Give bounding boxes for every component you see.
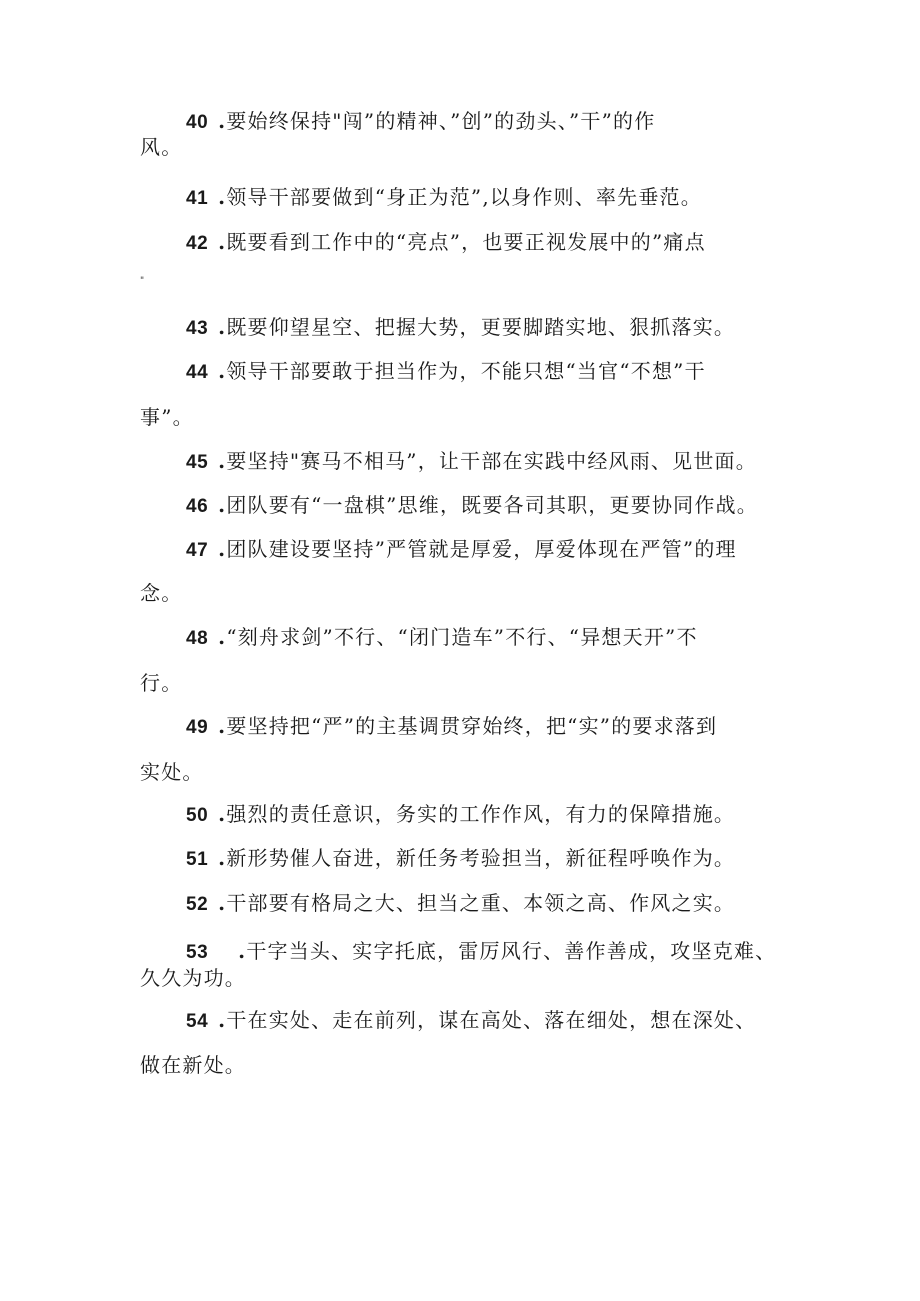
item-text: 要始终保持"闯”的精神、”创”的劲头、”干”的作	[226, 109, 656, 133]
list-item-42: 42 .既要看到工作中的“亮点”，也要正视发展中的”痛点	[186, 230, 706, 254]
list-item-54: 54 .干在实处、走在前列，谋在高处、落在细处，想在深处、 做在新处。	[140, 1009, 800, 1076]
list-item-50: 50 .强烈的责任意识，务实的工作作风，有力的保障措施。	[186, 802, 736, 826]
item-number: 50	[186, 805, 209, 826]
item-text-continued: 念。	[140, 581, 183, 605]
stray-quote-mark: "	[140, 276, 145, 286]
list-item-52: 52 .干部要有格局之大、担当之重、本领之高、作风之实。	[186, 891, 736, 915]
item-text: “刻舟求剑”不行、“闭门造车”不行、“异想天开”不	[226, 625, 698, 649]
list-item-47: 47 .团队建设要坚持”严管就是厚爱，厚爱体现在严管”的理 念。	[140, 538, 800, 604]
list-item-45: 45 .要坚持"赛马不相马”，让干部在实践中经风雨、见世面。	[186, 449, 757, 473]
item-text-continued: 做在新处。	[140, 1053, 246, 1077]
item-text: 干字当头、实字托底，雷厉风行、善作善成，攻坚克难、	[246, 939, 777, 963]
list-item-44: 44 .领导干部要敢于担当作为，不能只想“当官“不想”干 事”。	[140, 360, 800, 428]
item-number: 47	[186, 540, 209, 561]
item-number: 54	[186, 1011, 209, 1032]
item-text: 新形势催人奋进，新任务考验担当，新征程呼唤作为。	[226, 846, 736, 870]
item-number: 40	[186, 112, 209, 133]
item-text-continued: 久久为功。	[140, 966, 246, 990]
item-number: 43	[186, 318, 209, 339]
item-text: 领导干部要做到“身正为范”,以身作则、率先垂范。	[226, 185, 702, 209]
item-number: 52	[186, 894, 209, 915]
item-number: 49	[186, 717, 209, 738]
item-text: 领导干部要敢于担当作为，不能只想“当官“不想”干	[226, 359, 706, 383]
item-text-continued: 事”。	[140, 405, 194, 429]
item-text: 干在实处、走在前列，谋在高处、落在细处，想在深处、	[226, 1008, 757, 1032]
list-item-43: 43 .既要仰望星空、把握大势，更要脚踏实地、狠抓落实。	[186, 315, 736, 339]
item-number: 46	[186, 496, 209, 517]
item-number: 42	[186, 233, 209, 254]
item-number: 48	[186, 628, 209, 649]
item-text: 强烈的责任意识，务实的工作作风，有力的保障措施。	[226, 802, 736, 826]
item-text: 要坚持把“严”的主基调贯穿始终，把“实”的要求落到	[226, 714, 718, 738]
item-text: 既要仰望星空、把握大势，更要脚踏实地、狠抓落实。	[226, 315, 736, 339]
item-text: 团队建设要坚持”严管就是厚爱，厚爱体现在严管”的理	[226, 537, 737, 561]
item-number: 44	[186, 362, 209, 383]
list-item-49: 49 .要坚持把“严”的主基调贯穿始终，把“实”的要求落到 实处。	[140, 715, 800, 783]
item-text-continued: 实处。	[140, 760, 204, 784]
item-text: 团队要有“一盘棋”思维，既要各司其职，更要协同作战。	[226, 493, 758, 517]
list-item-41: 41 .领导干部要做到“身正为范”,以身作则、率先垂范。	[186, 185, 702, 209]
list-item-51: 51 .新形势催人奋进，新任务考验担当，新征程呼唤作为。	[186, 846, 736, 870]
list-item-46: 46 .团队要有“一盘棋”思维，既要各司其职，更要协同作战。	[186, 493, 758, 517]
item-number: 53	[186, 942, 209, 963]
list-item-40: 40 .要始终保持"闯”的精神、”创”的劲头、”干”的作 风。	[140, 110, 800, 158]
item-text: 要坚持"赛马不相马”，让干部在实践中经风雨、见世面。	[226, 449, 757, 473]
item-text-continued: 行。	[140, 671, 183, 695]
item-text: 既要看到工作中的“亮点”，也要正视发展中的”痛点	[226, 230, 706, 254]
item-number: 45	[186, 452, 209, 473]
item-text: 干部要有格局之大、担当之重、本领之高、作风之实。	[226, 891, 736, 915]
item-number: 51	[186, 849, 209, 870]
list-item-53: 53 .干字当头、实字托底，雷厉风行、善作善成，攻坚克难、 久久为功。	[140, 940, 800, 989]
item-text-continued: 风。	[140, 135, 183, 159]
item-number: 41	[186, 188, 209, 209]
list-item-48: 48 .“刻舟求剑”不行、“闭门造车”不行、“异想天开”不 行。	[140, 626, 800, 694]
